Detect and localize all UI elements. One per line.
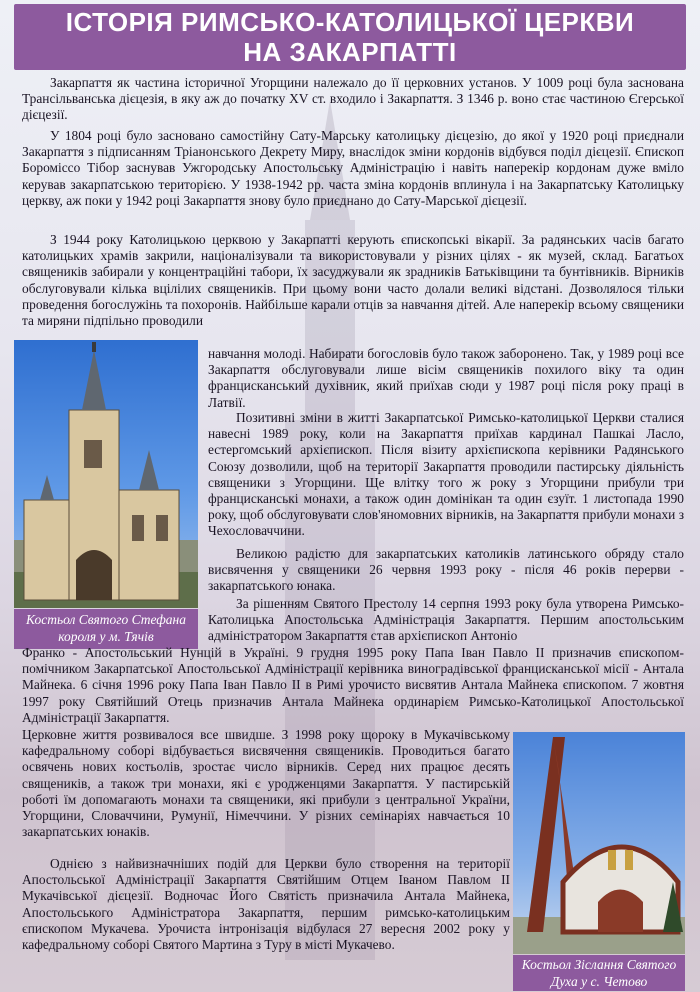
page-title-line-2: НА ЗАКАРПАТТІ xyxy=(243,37,457,67)
paragraph-6-continued: Франко - Апостольський Нунцій в Україні. 9 грудня 1995 року Папа Іван Павло II призначив єпископом-помічником Закарпатської Апостольської Адміністрації керівника виноградівської францисканської місії - Антала Майнека. 6 січня 1996 року Папа Іван Павло II в Римі урочисто висвятив Антала Майнека єпископом. 7 жовтня 1997 року Святійший Отець призначив Антала Майнека ординарієм Римсько-Католицької Апостольської Адміністрації Закарпаття. xyxy=(22,645,684,725)
photo-caption-tiachiv: Костьол Святого Стефана короля у м. Тячів xyxy=(14,609,198,649)
church-illustration-tiachiv xyxy=(14,340,198,608)
paragraph-6: За рішенням Святого Престолу 14 серпня 1993 року була утворена Римсько-Католицька Апостольська Адміністрація Закарпаття. Першим апостольським адміністратором Закарпаття став архієпископ Антоніо xyxy=(208,596,684,644)
paragraph-5: Великою радістю для закарпатських католиків латинського обряду стало висвячення у священики 26 червня 1993 року - після 46 років перерви - закарпатського юнака. xyxy=(208,546,684,594)
paragraph-3: З 1944 року Католицькою церквою у Закарпатті керують єпископські вікарії. За радянських часів багато католицьких храмів закрили, націоналізували та використовували у різних цілях - як музей, склад. Багатьох священиків забирали у концентраційні табори, їх засуджували як зрадників Батьківщини та бунтівників. Вірників обслуговували кілька вцілілих священиків. При цьому вони часто долали великі відстані. Дозволялося тільки проведення богослужінь та похоронів. Найбільше карали отців за навчання дітей. Але наперекір всьому священики та миряни підпільно проводили xyxy=(22,232,684,329)
paragraph-3-continued: навчання молоді. Набирати богословів було також заборонено. Так, у 1989 році все Закарпаття обслуговували лише вісім священиків похилого віку та один францисканський духівник, який приїхав сюди у 1987 році після року праці в Латвії. xyxy=(208,346,684,410)
paragraph-4: Позитивні зміни в житті Закарпатської Римсько-католицької Церкви сталися навесні 1989 року, коли на Закарпаття приїхав кардинал Пашкаі Ласло, естергомський архієпископ. Після візиту архієпископа керівники Радянського Союзу дозволили, щоб на території Закарпаття проводили пастирську діяльність священики з Угорщини. Ще влітку того ж року з Угорщини прибули три францисканські монахи, а також один домінікан та один єзуїт. 1 листопада 1990 року, щоб обслуговувати слов'яномовних вірників, на Закарпаття прибули монахи з Чехословаччини. xyxy=(208,410,684,539)
church-photo-chetovo xyxy=(513,732,685,954)
paragraph-1: Закарпаття як частина історичної Угорщини належало до її церковних установ. У 1009 році була заснована Трансільванська дієцезія, в яку аж до початку XV ст. входило і Закарпаття. З 1346 р. воно стає частиною Єгерської дієцезії. xyxy=(22,75,684,123)
church-illustration-chetovo xyxy=(513,732,685,954)
paragraph-7: Церковне життя розвивалося все швидше. З 1998 року щороку в Мукачівському кафедральному соборі відбувається висвячення священиків. Проводиться багато освячень нових костьолів, зростає число вірників. Серед них працює десять священиків, а також три монахи, які є уродженцями Закарпаття. У пастирській роботі їм допомагають монахи та священики, які прибули з центральної України, Угорщини, Словаччини, Румунії, Німеччини. У різних семінаріях навчається 10 закарпатських юнаків. xyxy=(22,727,510,840)
page-title-line-1: ІСТОРІЯ РИМСЬКО-КАТОЛИЦЬКОЇ ЦЕРКВИ xyxy=(65,7,635,37)
church-photo-tiachiv xyxy=(14,340,198,608)
photo-caption-chetovo: Костьол Зіслання Святого Духа у с. Четово xyxy=(513,955,685,991)
paragraph-8: Однією з найвизначніших подій для Церкви було створення на території Апостольської Адміністрації Закарпаття Святійшим Отцем Іваном Павлом II Мукачівської дієцезії. Водночас Його Святість призначила Антала Майнека, Апостольського Адміністратора Закарпаття, першим римсько-католицьким єпископом Мукачева. Урочиста інтронізація відбулася 27 вересня 2002 року у кафедральному соборі Святого Мартина з Туру в місті Мукачево. xyxy=(22,856,510,953)
paragraph-2: У 1804 році було засновано самостійну Сату-Марську католицьку дієцезію, до якої у 1920 році приєднали Закарпаття з підписанням Тріанонського Декрету Миру, внаслідок зміни кордонів відбувся поділ дієцезії. Єпископ Бороміссо Тібор заснував Ужгородську Апостольську Адміністрацію і навіть наперекір кордонам дуже вміло керував закарпатською територією. У 1938-1942 рр. часта зміна кордонів вплинула і на Закарпатську Католицьку церкву, аж поки у 1942 році Закарпаття знову було приєднано до Сату-Марської дієцезії. xyxy=(22,128,684,208)
title-banner xyxy=(14,4,686,70)
